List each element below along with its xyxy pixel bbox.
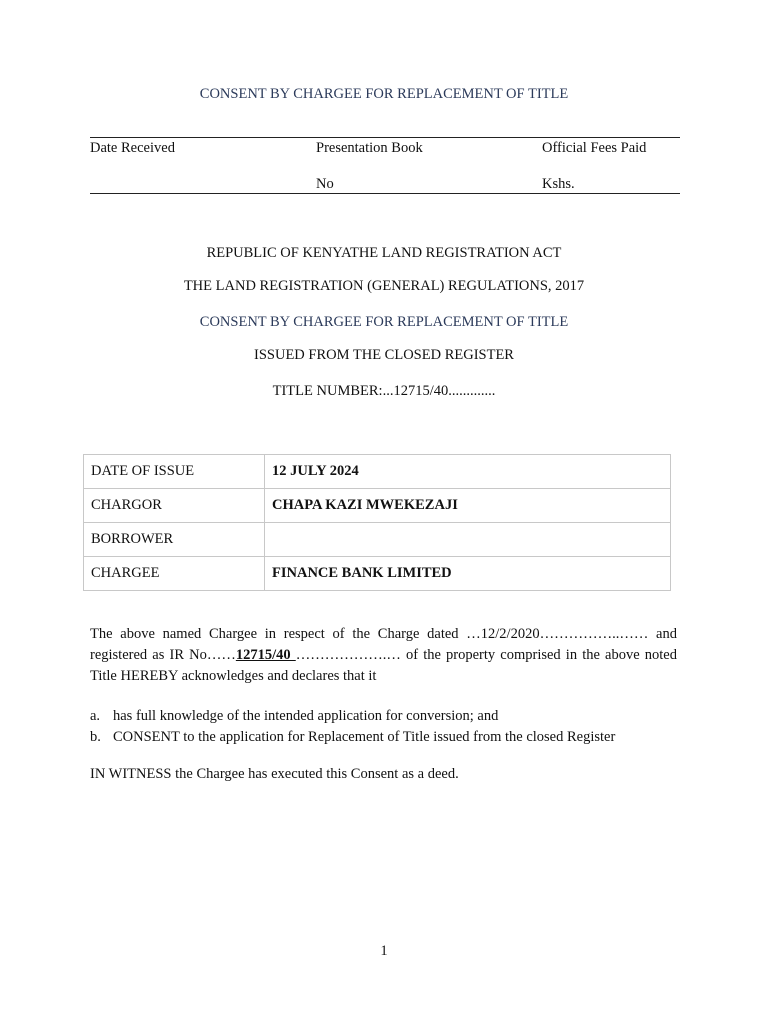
list-item-text: has full knowledge of the intended application for conversion; and: [113, 708, 499, 724]
date-of-issue-value: 12 JULY 2024: [265, 455, 671, 489]
republic-heading: REPUBLIC OF KENYATHE LAND REGISTRATION ACT: [206, 245, 562, 261]
list-item-text: CONSENT to the application for Replacement of Title issued from the closed Register: [113, 729, 616, 745]
list-item: [90, 727, 615, 748]
witness-statement: IN WITNESS the Chargee has executed this Consent as a deed.: [90, 766, 459, 782]
date-of-issue-label: DATE OF ISSUE: [84, 455, 265, 489]
details-table: [83, 454, 671, 591]
registry-top-rule: [90, 137, 680, 138]
chargor-value: CHAPA KAZI MWEKEZAJI: [265, 489, 671, 523]
chargee-label: CHARGEE: [84, 557, 265, 591]
title-number: TITLE NUMBER:...12715/40.............: [272, 383, 496, 399]
list-marker: b.: [90, 729, 101, 745]
declaration-list: [90, 706, 615, 748]
document-title: CONSENT BY CHARGEE FOR REPLACEMENT OF TITLE: [199, 86, 569, 102]
paragraph-text-start: The above named Chargee in respect of the Charge dated …12/2/2020……………..…… and registered as IR No……: [90, 626, 677, 663]
chargor-label: CHARGOR: [84, 489, 265, 523]
consent-heading: CONSENT BY CHARGEE FOR REPLACEMENT OF TITLE: [199, 314, 569, 330]
date-received-label: Date Received: [90, 140, 175, 156]
chargee-value: FINANCE BANK LIMITED: [265, 557, 671, 591]
issued-heading: ISSUED FROM THE CLOSED REGISTER: [254, 347, 514, 363]
kshs-label: Kshs.: [542, 176, 575, 192]
list-marker: a.: [90, 708, 101, 724]
borrower-label: BORROWER: [84, 523, 265, 557]
page-number: 1: [380, 943, 388, 959]
paragraph-text-end: ……………….… of the property comprised in the above noted Title HEREBY acknowledges and declares that it: [90, 647, 677, 684]
consent-paragraph: [90, 624, 677, 687]
table-row: [84, 489, 671, 523]
ir-number: 12715/40: [235, 647, 296, 663]
table-row: [84, 455, 671, 489]
presentation-book-label: Presentation Book: [316, 140, 423, 156]
presentation-no-label: No: [316, 176, 334, 192]
table-row: [84, 523, 671, 557]
list-item: [90, 706, 615, 727]
table-row: [84, 557, 671, 591]
borrower-value: [265, 523, 671, 557]
regulations-heading: THE LAND REGISTRATION (GENERAL) REGULATIONS, 2017: [183, 278, 585, 294]
official-fees-label: Official Fees Paid: [542, 140, 647, 156]
registry-bottom-rule: [90, 193, 680, 194]
